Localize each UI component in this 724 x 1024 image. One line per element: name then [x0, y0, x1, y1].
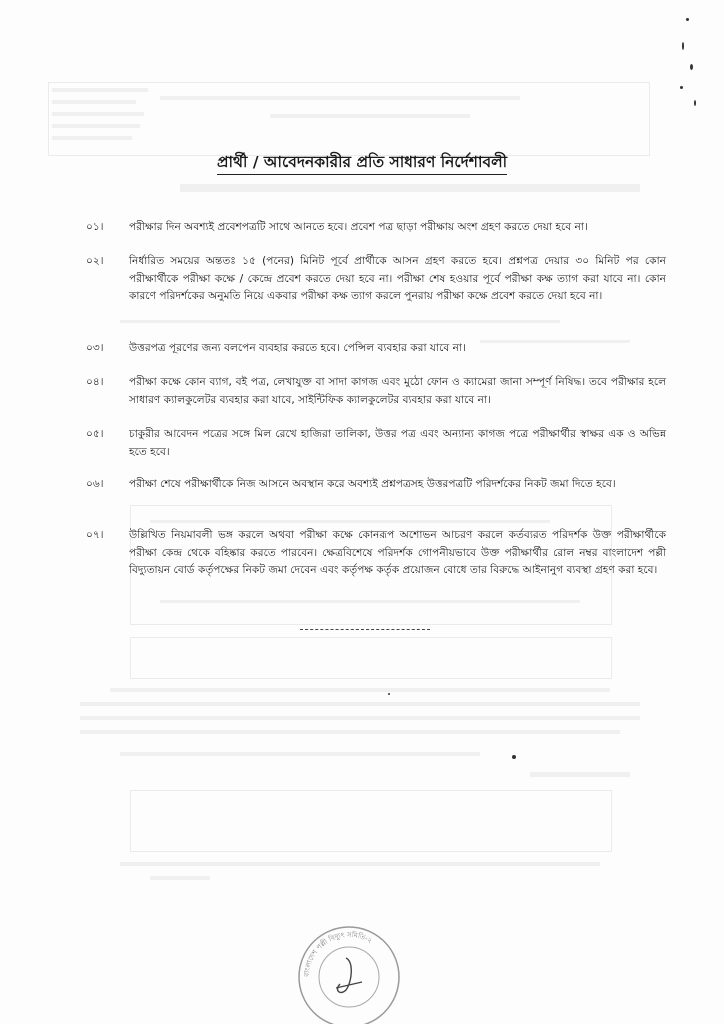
- official-seal: [296, 924, 402, 1024]
- instruction-item: [86, 476, 666, 494]
- instruction-number: ০৬।: [86, 478, 104, 490]
- title-text: প্রার্থী / আবেদনকারীর প্রতি সাধারণ নির্দেশাবলী: [217, 151, 507, 175]
- instruction-text: পরীক্ষা কক্ষে কোন ব্যাগ, বই পত্র, লেখাযুক্ত বা সাদা কাগজ এবং মুঠো ফোন ও ক্যামেরা জানা সম্পূর্ণ নিষিদ্ধ। তবে পরীক্ষার হলে সাধারণ ক্যালকুলেটর ব্যবহার করা যাবে, সাইন্টিফিক ক্যালকুলেটর ব্যবহার করা যাবে না।: [129, 376, 666, 406]
- edge-mark: [682, 42, 684, 50]
- signature-icon: [336, 958, 362, 992]
- instruction-number: ০২।: [86, 255, 104, 267]
- instruction-number: ০৭।: [86, 529, 104, 541]
- instruction-number: ০১।: [86, 221, 104, 233]
- section-divider: [300, 629, 430, 630]
- instruction-text: পরীক্ষা শেষে পরীক্ষার্থীকে নিজ আসনে অবস্থান করে অবশ্যই প্রশ্নপত্রসহ উত্তরপত্রটি পরিদর্শকের নিকট জমা দিতে হবে।: [129, 478, 616, 490]
- stray-dot: [512, 755, 516, 759]
- stray-dot: [388, 693, 390, 695]
- instruction-text: নির্ধারিত সময়ের অন্ততঃ ১৫ (পনের) মিনিট পূর্বে প্রার্থীকে আসন গ্রহণ করতে হবে। প্রশ্নপত্র দেয়ার ৩০ মিনিট পর কোন পরীক্ষার্থীকে পরীক্ষা কক্ষে / কেন্দ্রে প্রবেশ করতে দেয়া হবে না। পরীক্ষা শেষ হওয়ার পূর্বে পরীক্ষা কক্ষ ত্যাগ করা যাবে না। কোন কারণে পরিদর্শকের অনুমতি নিয়ে একবার পরীক্ষা কক্ষ ত্যাগ করলে পুনরায় পরীক্ষা কক্ষে প্রবেশ করতে দেয়া হবে না।: [129, 255, 666, 302]
- instruction-item: [86, 426, 666, 461]
- seal-outer-ring: [299, 927, 399, 1024]
- edge-mark: [690, 64, 693, 70]
- instruction-text: চাকুরীর আবেদন পত্রের সঙ্গে মিল রেখে হাজিরা তালিকা, উত্তর পত্র এবং অন্যান্য কাগজ পত্রে পরীক্ষার্থীর স্বাক্ষর এক ও অভিন্ন হতে হবে।: [129, 428, 666, 458]
- seal-text: বাংলাদেশ পল্লী বিদ্যুৎ সমিতি-২: [302, 930, 374, 978]
- instruction-number: ০৫।: [86, 428, 104, 440]
- instruction-item: [86, 340, 666, 358]
- instruction-text: উল্লিখিত নিয়মাবলী ভঙ্গ করলে অথবা পরীক্ষা কক্ষে কোনরূপ অশোভন আচরণ করলে কর্তব্যরত পরিদর্শক উক্ত পরীক্ষার্থীকে পরীক্ষা কেন্দ্র থেকে বহিষ্কার করতে পারবেন। ক্ষেত্রবিশেষে পরিদর্শক গোপনীয়ভাবে উক্ত পরীক্ষার্থীর রোল নম্বর বাংলাদেশ পল্লী বিদ্যুতায়ন বোর্ড কর্তৃপক্ষের নিকট জমা দেবেন এবং কর্তৃপক্ষ কর্তৃক প্রয়োজন বোধে তার বিরুদ্ধে আইনানুগ ব্যবস্থা গ্রহণ করা হবে।: [129, 529, 666, 576]
- instruction-number: ০৩।: [86, 342, 104, 354]
- instruction-number: ০৪।: [86, 376, 104, 388]
- edge-mark: [694, 100, 696, 106]
- instruction-item: [86, 219, 666, 237]
- document-title: [0, 151, 724, 175]
- edge-mark: [686, 18, 689, 21]
- instruction-item: [86, 253, 666, 306]
- instruction-text: পরীক্ষার দিন অবশ্যই প্রবেশপত্রটি সাথে আনতে হবে। প্রবেশ পত্র ছাড়া পরীক্ষায় অংশ গ্রহণ করতে দেয়া হবে না।: [129, 221, 588, 233]
- instruction-text: উত্তরপত্র পূরণের জন্য বলপেন ব্যবহার করতে হবে। পেন্সিল ব্যবহার করা যাবে না।: [129, 342, 466, 354]
- seal-inner-ring: [319, 947, 379, 1007]
- instruction-item: [86, 374, 666, 409]
- edge-mark: [680, 86, 683, 89]
- instruction-item: [86, 527, 666, 580]
